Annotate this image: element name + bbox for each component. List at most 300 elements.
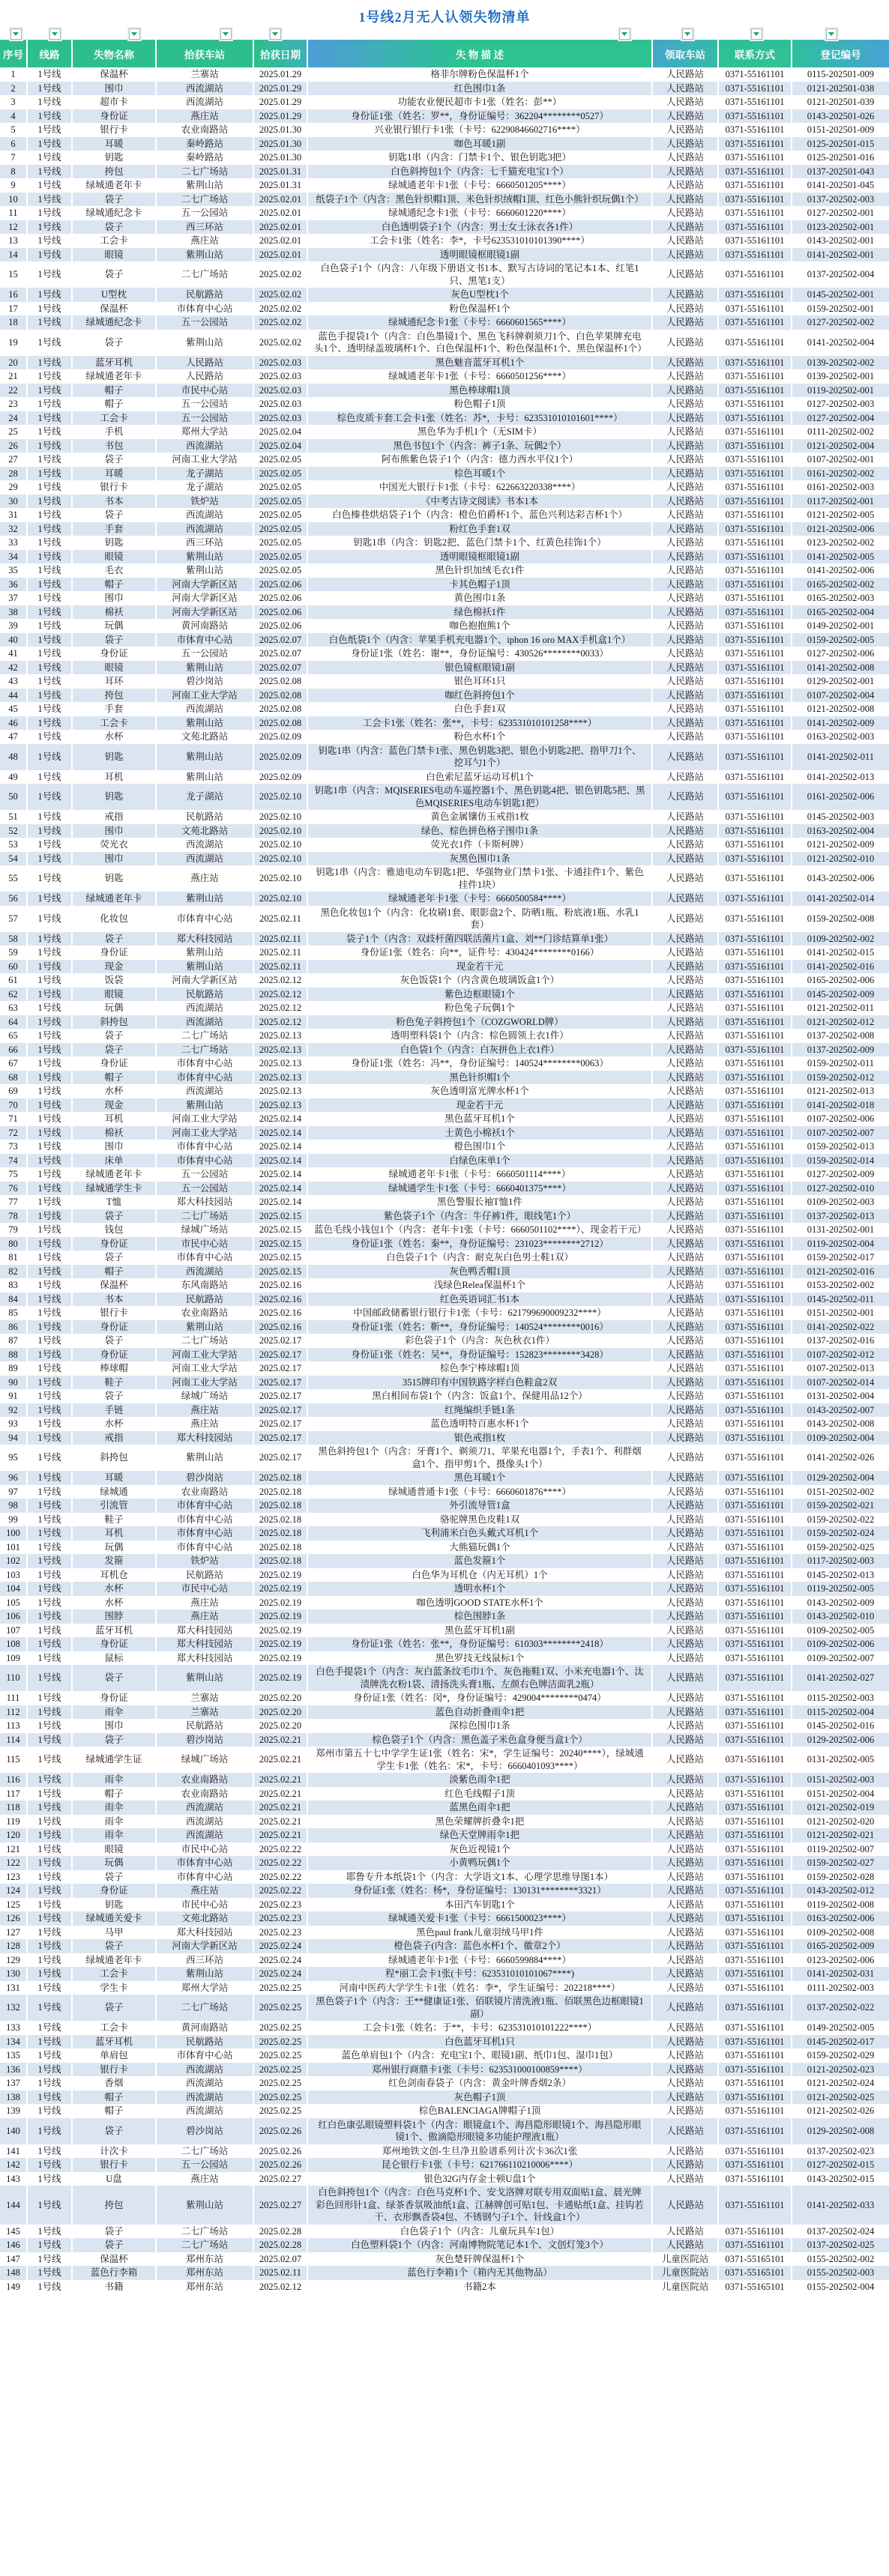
cell-index: 31 [0,508,27,522]
filter-dropdown-icon[interactable] [682,28,693,40]
cell-reg-number: 0159-202502-029 [807,2050,875,2061]
cell-item-name: 保温杯 [72,302,156,316]
table-row [0,425,889,439]
filter-dropdown-icon[interactable] [220,28,232,40]
table-row [0,784,889,810]
cell-reg-number: 0137-202501-043 [807,166,875,177]
cell-reg-number: 0143-202502-006 [807,873,875,884]
filter-dropdown-icon[interactable] [10,28,22,40]
cell-item-name: 袋子 [72,633,156,647]
cell-contact: 0371-55161101 [718,82,792,96]
filter-dropdown-icon[interactable] [270,28,281,40]
cell-description: 白色塑料袋1个（内含：河南博物院笔记本1个、文创灯笼3个） [307,2238,652,2252]
cell-contact: 0371-55161101 [718,960,792,974]
cell-item-name: 饭袋 [72,973,156,988]
table-row [0,892,889,906]
cell-contact: 0371-55161101 [718,1265,792,1279]
cell-contact: 0371-55161101 [718,633,792,647]
cell-line: 1号线 [27,988,72,1002]
filter-dropdown-icon[interactable] [826,28,837,40]
cell-found-date: 2025.02.10 [253,838,307,852]
cell-found-station: 紫荆山站 [156,248,253,262]
cell-index: 61 [0,973,27,988]
cell-description: 中国邮政储蓄银行银行卡1张（卡号：621799690009232****） [307,1306,652,1320]
cell-found-station: 市体育中心站 [156,1071,253,1085]
cell-reg-number: 0137-202502-003 [807,193,875,205]
cell-reg-number: 0159-202502-028 [807,1871,875,1882]
cell-reg-number: 0127-202502-004 [807,412,875,423]
cell-description: 3515牌印有中国铁路字样白色鞋盒2双 [307,1376,652,1390]
cell-found-date: 2025.02.11 [253,2266,307,2280]
cell-reg-number: 0137-202502-024 [807,2225,875,2237]
cell-reg-number: 0165-202502-004 [807,606,875,617]
cell-line: 1号线 [27,1665,72,1691]
cell-line: 1号线 [27,1733,72,1747]
cell-found-station: 紫荆山站 [156,960,253,974]
cell-found-date: 2025.02.14 [253,1112,307,1126]
cell-found-date: 2025.02.15 [253,1237,307,1251]
cell-index: 88 [0,1348,27,1362]
cell-found-date: 2025.02.14 [253,1154,307,1168]
cell-found-station: 碧沙岗站 [156,2118,253,2144]
cell-reg-number: 0123-202502-002 [807,537,875,548]
cell-claim-station: 人民路站 [652,95,718,109]
cell-found-date: 2025.02.25 [253,2021,307,2035]
table-row [0,453,889,467]
cell-contact: 0371-55161101 [718,1361,792,1376]
cell-index: 129 [0,1953,27,1968]
cell-line: 1号线 [27,550,72,564]
cell-found-station: 人民路站 [156,356,253,370]
lost-items-table [0,40,889,2294]
cell-item-name: 工会卡 [72,2021,156,2035]
cell-claim-station: 人民路站 [652,1884,718,1898]
table-row [0,439,889,453]
cell-claim-station: 人民路站 [652,1870,718,1884]
cell-found-date: 2025.02.03 [253,397,307,411]
cell-line: 1号线 [27,411,72,426]
cell-found-date: 2025.02.14 [253,1182,307,1196]
cell-item-name: 袋子 [72,2118,156,2144]
cell-contact: 0371-55161101 [718,1376,792,1390]
cell-description: 棕色耳暖1个 [307,467,652,481]
cell-found-date: 2025.02.19 [253,1665,307,1691]
cell-found-station: 五一公园站 [156,411,253,426]
cell-found-date: 2025.02.05 [253,536,307,550]
cell-contact: 0371-55161101 [718,1154,792,1168]
table-row [0,1801,889,1815]
filter-dropdown-icon[interactable] [129,28,140,40]
cell-item-name: 斜挎包 [72,1015,156,1030]
cell-contact: 0371-55161101 [718,932,792,946]
cell-index: 69 [0,1084,27,1098]
cell-contact: 0371-55161101 [718,1554,792,1568]
cell-claim-station: 人民路站 [652,716,718,731]
cell-claim-station: 人民路站 [652,536,718,550]
cell-item-name: 身份证 [72,1637,156,1651]
cell-item-name: 水杯 [72,1596,156,1610]
cell-index: 59 [0,946,27,960]
cell-found-station: 西流湖站 [156,508,253,522]
cell-found-station: 黄河南路站 [156,2021,253,2035]
table-row [0,1195,889,1209]
cell-description: 身份证1张（姓名：杨*，身份证编号：130131********3321） [307,1884,652,1898]
cell-index: 104 [0,1582,27,1596]
cell-claim-station: 人民路站 [652,261,718,288]
table-row [0,495,889,509]
cell-reg-number: 0141-202502-008 [807,662,875,673]
cell-index: 51 [0,810,27,824]
cell-found-station: 五一公园站 [156,315,253,330]
cell-found-date: 2025.02.22 [253,1870,307,1884]
cell-item-name: 钥匙 [72,744,156,770]
cell-found-station: 铁炉站 [156,1554,253,1568]
cell-found-date: 2025.02.19 [253,1609,307,1624]
cell-contact: 0371-55161101 [718,2063,792,2077]
cell-found-station: 西三环站 [156,1953,253,1968]
cell-item-name: 鞋子 [72,1376,156,1390]
cell-found-station: 兰寨站 [156,1705,253,1720]
cell-found-station: 西流湖站 [156,1015,253,1030]
cell-claim-station: 人民路站 [652,495,718,509]
cell-item-name: 鞋子 [72,1513,156,1527]
cell-description: 现金若干元 [307,960,652,974]
cell-contact: 0371-55161101 [718,2238,792,2252]
cell-reg-number: 0119-202502-005 [807,1583,875,1594]
cell-found-station: 二七广场站 [156,1995,253,2021]
cell-description: 橙色围巾1个 [307,1140,652,1154]
cell-item-name: 钥匙 [72,1898,156,1912]
table-row [0,960,889,974]
cell-item-name: 手机 [72,425,156,439]
cell-index: 116 [0,1773,27,1787]
cell-index: 108 [0,1637,27,1651]
cell-index: 43 [0,674,27,689]
table-row [0,810,889,824]
cell-claim-station: 人民路站 [652,193,718,207]
cell-description: 《中考古诗文阅读》书本1本 [307,495,652,509]
cell-item-name: 玩偶 [72,619,156,633]
cell-claim-station: 人民路站 [652,220,718,235]
cell-index: 26 [0,439,27,453]
cell-index: 25 [0,425,27,439]
cell-line: 1号线 [27,1705,72,1720]
cell-found-station: 农业南路站 [156,123,253,137]
cell-contact: 0371-55161101 [718,1828,792,1842]
cell-item-name: 棉袄 [72,605,156,620]
cell-index: 55 [0,865,27,892]
cell-reg-number: 0139-202502-002 [807,357,875,368]
cell-reg-number: 0125-202501-016 [807,152,875,163]
cell-contact: 0371-55161101 [718,1140,792,1154]
cell-found-station: 西流湖站 [156,2063,253,2077]
cell-found-station: 龙子湖站 [156,467,253,481]
cell-found-date: 2025.01.29 [253,82,307,96]
cell-item-name: 眼镜 [72,661,156,675]
cell-contact: 0371-55161101 [718,1112,792,1126]
cell-contact: 0371-55161101 [718,330,792,356]
cell-found-station: 绿城广场站 [156,1389,253,1403]
cell-reg-number: 0137-202502-023 [807,2145,875,2156]
cell-claim-station: 人民路站 [652,550,718,564]
cell-contact: 0371-55161101 [718,2172,792,2186]
cell-index: 22 [0,384,27,398]
cell-contact: 0371-55161101 [718,892,792,906]
cell-index: 127 [0,1926,27,1940]
cell-reg-number: 0155-202502-002 [807,2253,875,2264]
cell-description: 黑色荣耀牌折叠伞1把 [307,1815,652,1829]
cell-item-name: 绿城通 [72,1485,156,1499]
cell-line: 1号线 [27,1389,72,1403]
table-row [0,1651,889,1666]
cell-claim-station: 人民路站 [652,1773,718,1787]
cell-line: 1号线 [27,1182,72,1196]
table-row [0,946,889,960]
cell-item-name: U型枕 [72,288,156,302]
cell-claim-station: 人民路站 [652,1828,718,1842]
cell-contact: 0371-55161101 [718,1526,792,1541]
cell-item-name: 玩偶 [72,1001,156,1015]
table-row [0,1154,889,1168]
cell-claim-station: 人民路站 [652,411,718,426]
cell-found-station: 农业南路站 [156,1773,253,1787]
cell-claim-station: 人民路站 [652,82,718,96]
table-row [0,633,889,647]
cell-description: 黑色paul frank儿童羽绒马甲1件 [307,1926,652,1940]
cell-found-date: 2025.02.24 [253,1939,307,1953]
cell-line: 1号线 [27,1084,72,1098]
cell-description: 粉色兔子玩偶1个 [307,1001,652,1015]
cell-claim-station: 人民路站 [652,865,718,892]
cell-index: 102 [0,1554,27,1568]
cell-found-station: 河南大学新区站 [156,973,253,988]
cell-claim-station: 人民路站 [652,508,718,522]
cell-item-name: 超市卡 [72,95,156,109]
cell-contact: 0371-55161101 [718,647,792,661]
cell-reg-number: 0117-202502-001 [807,495,875,507]
cell-description: 白色透明袋子1个（内含：男士女士泳衣各1件） [307,220,652,235]
cell-description: 黑色蓝牙耳机1副 [307,1624,652,1638]
table-row [0,1568,889,1582]
cell-line: 1号线 [27,2144,72,2159]
cell-claim-station: 人民路站 [652,2035,718,2049]
cell-item-name: 袋子 [72,932,156,946]
cell-index: 52 [0,824,27,838]
cell-line: 1号线 [27,852,72,866]
cell-index: 17 [0,302,27,316]
cell-found-date: 2025.02.10 [253,865,307,892]
cell-item-name: 化妆包 [72,906,156,932]
cell-description: 身份证1张（姓名：谢**，身份证编号：430526********0033） [307,647,652,661]
cell-item-name: 绿城通学生卡 [72,1182,156,1196]
cell-found-date: 2025.02.21 [253,1747,307,1773]
cell-claim-station: 儿童医院站 [652,2266,718,2280]
cell-line: 1号线 [27,508,72,522]
cell-found-station: 二七广场站 [156,1043,253,1057]
cell-item-name: 银行卡 [72,123,156,137]
cell-found-station: 西流湖站 [156,439,253,453]
cell-item-name: 围脖 [72,1609,156,1624]
cell-claim-station: 人民路站 [652,1624,718,1638]
cell-found-station: 西流湖站 [156,1815,253,1829]
cell-description: 红色毛线帽子1顶 [307,1787,652,1801]
cell-item-name: 袋子 [72,330,156,356]
cell-claim-station: 人民路站 [652,165,718,179]
cell-description: 红色围巾1条 [307,82,652,96]
cell-claim-station: 人民路站 [652,1431,718,1445]
cell-found-date: 2025.02.03 [253,384,307,398]
cell-contact: 0371-55161101 [718,689,792,703]
cell-found-station: 西流湖站 [156,2090,253,2105]
cell-description: 黑色罗技无线鼠标1个 [307,1651,652,1666]
cell-description: 河南中医药大学学生卡1张（姓名：李*，学生证编号：202218****） [307,1981,652,1995]
cell-found-date: 2025.02.25 [253,2035,307,2049]
cell-line: 1号线 [27,2076,72,2090]
cell-reg-number: 0121-202502-004 [807,440,875,451]
cell-contact: 0371-55165101 [718,2252,792,2267]
cell-description: 钥匙1串（内含：门禁卡1个、银色钥匙3把） [307,151,652,165]
cell-description: 深棕色围巾1条 [307,1719,652,1733]
cell-contact: 0371-55161101 [718,1320,792,1334]
cell-found-station: 碧沙岗站 [156,1471,253,1485]
cell-description: 黑色耳暖1个 [307,1471,652,1485]
filter-dropdown-icon[interactable] [619,28,630,40]
filter-dropdown-icon[interactable] [49,28,61,40]
cell-item-name: 棒球帽 [72,1361,156,1376]
cell-description: 灰色近视镜1个 [307,1842,652,1857]
cell-reg-number: 0109-202502-002 [807,933,875,944]
cell-index: 30 [0,495,27,509]
cell-index: 73 [0,1140,27,1154]
cell-found-date: 2025.02.17 [253,1361,307,1376]
cell-reg-number: 0155-202502-003 [807,2267,875,2278]
cell-claim-station: 人民路站 [652,810,718,824]
cell-found-station: 紫荆山站 [156,1320,253,1334]
cell-description: 咖色透明GOOD STATE水杯1个 [307,1596,652,1610]
cell-contact: 0371-55161101 [718,1691,792,1705]
cell-index: 62 [0,988,27,1002]
cell-found-station: 市体育中心站 [156,1541,253,1555]
cell-description: 灰色楚轩牌保温杯1个 [307,2252,652,2267]
cell-description: 棕色皮质卡套工会卡1张（姓名：苏*，卡号：623531010101601****） [307,411,652,426]
cell-found-station: 农业南路站 [156,1306,253,1320]
cell-contact: 0371-55161101 [718,369,792,384]
cell-item-name: 袋子 [72,261,156,288]
cell-reg-number: 0109-202502-006 [807,1639,875,1649]
cell-found-date: 2025.02.16 [253,1320,307,1334]
cell-found-date: 2025.02.09 [253,770,307,784]
cell-claim-station: 人民路站 [652,2186,718,2225]
cell-found-date: 2025.02.22 [253,1884,307,1898]
cell-found-date: 2025.02.12 [253,1001,307,1015]
cell-item-name: 袋子 [72,193,156,207]
cell-index: 128 [0,1939,27,1953]
cell-found-date: 2025.02.25 [253,2076,307,2090]
cell-index: 2 [0,82,27,96]
cell-line: 1号线 [27,1417,72,1431]
cell-description: 郑州市第五十七中学学生证1张（姓名：宋*，学生证编号：20240****），绿城通学生卡1张（姓名：宋*，卡号：6660401093****） [307,1747,652,1773]
cell-reg-number: 0141-202502-016 [807,961,875,972]
table-row [0,1223,889,1237]
table-row [0,1182,889,1196]
cell-line: 1号线 [27,1911,72,1926]
cell-claim-station: 人民路站 [652,248,718,262]
filter-dropdown-icon[interactable] [751,28,762,40]
cell-found-station: 西流湖站 [156,1801,253,1815]
cell-line: 1号线 [27,892,72,906]
table-row [0,2035,889,2049]
cell-claim-station: 人民路站 [652,1071,718,1085]
cell-line: 1号线 [27,1292,72,1307]
cell-claim-station: 人民路站 [652,2118,718,2144]
cell-line: 1号线 [27,1278,72,1292]
cell-description: 小黄鸭玩偶1个 [307,1856,652,1870]
cell-index: 5 [0,123,27,137]
cell-contact: 0371-55161101 [718,1126,792,1140]
cell-index: 58 [0,932,27,946]
cell-reg-number: 0141-202502-005 [807,551,875,562]
cell-claim-station: 人民路站 [652,384,718,398]
cell-found-station: 市体育中心站 [156,1154,253,1168]
cell-claim-station: 人民路站 [652,1445,718,1471]
cell-line: 1号线 [27,1554,72,1568]
cell-line: 1号线 [27,1582,72,1596]
cell-line: 1号线 [27,1334,72,1348]
cell-description: 银色32G内存金士顿U盘1个 [307,2172,652,2186]
cell-contact: 0371-55161101 [718,1637,792,1651]
cell-found-station: 郑州大学站 [156,425,253,439]
cell-contact: 0371-55161101 [718,1043,792,1057]
cell-contact: 0371-55161101 [718,495,792,509]
cell-found-station: 河南工业大学站 [156,689,253,703]
cell-contact: 0371-55161101 [718,1071,792,1085]
cell-found-date: 2025.02.10 [253,784,307,810]
table-row [0,824,889,838]
cell-description: 工会卡1张（姓名：李*，卡号623531010101390****） [307,234,652,248]
cell-claim-station: 人民路站 [652,2063,718,2077]
table-row [0,1513,889,1527]
table-row [0,906,889,932]
cell-found-date: 2025.02.18 [253,1513,307,1527]
cell-item-name: 身份证 [72,1884,156,1898]
cell-claim-station: 人民路站 [652,1995,718,2021]
cell-found-station: 市体育中心站 [156,633,253,647]
cell-reg-number: 0143-202502-008 [807,1418,875,1429]
cell-item-name: 银行卡 [72,480,156,495]
cell-contact: 0371-55161101 [718,220,792,235]
table-row [0,689,889,703]
cell-line: 1号线 [27,784,72,810]
cell-index: 113 [0,1719,27,1733]
cell-found-date: 2025.02.21 [253,1828,307,1842]
cell-description: 白色斜挎包1个（内含：七千猫充电宝1个） [307,165,652,179]
cell-contact: 0371-55161101 [718,1609,792,1624]
cell-claim-station: 人民路站 [652,1926,718,1940]
table-row [0,2049,889,2063]
cell-claim-station: 人民路站 [652,1856,718,1870]
cell-line: 1号线 [27,193,72,207]
table-row [0,151,889,165]
cell-found-date: 2025.01.29 [253,67,307,82]
cell-found-station: 市体育中心站 [156,1056,253,1071]
cell-found-date: 2025.02.17 [253,1389,307,1403]
cell-claim-station: 人民路站 [652,1637,718,1651]
cell-index: 1 [0,67,27,82]
cell-claim-station: 人民路站 [652,467,718,481]
cell-reg-number: 0115-202502-003 [807,1693,875,1703]
cell-description: 白色手套1双 [307,702,652,716]
cell-reg-number: 0109-202502-003 [807,1197,875,1207]
